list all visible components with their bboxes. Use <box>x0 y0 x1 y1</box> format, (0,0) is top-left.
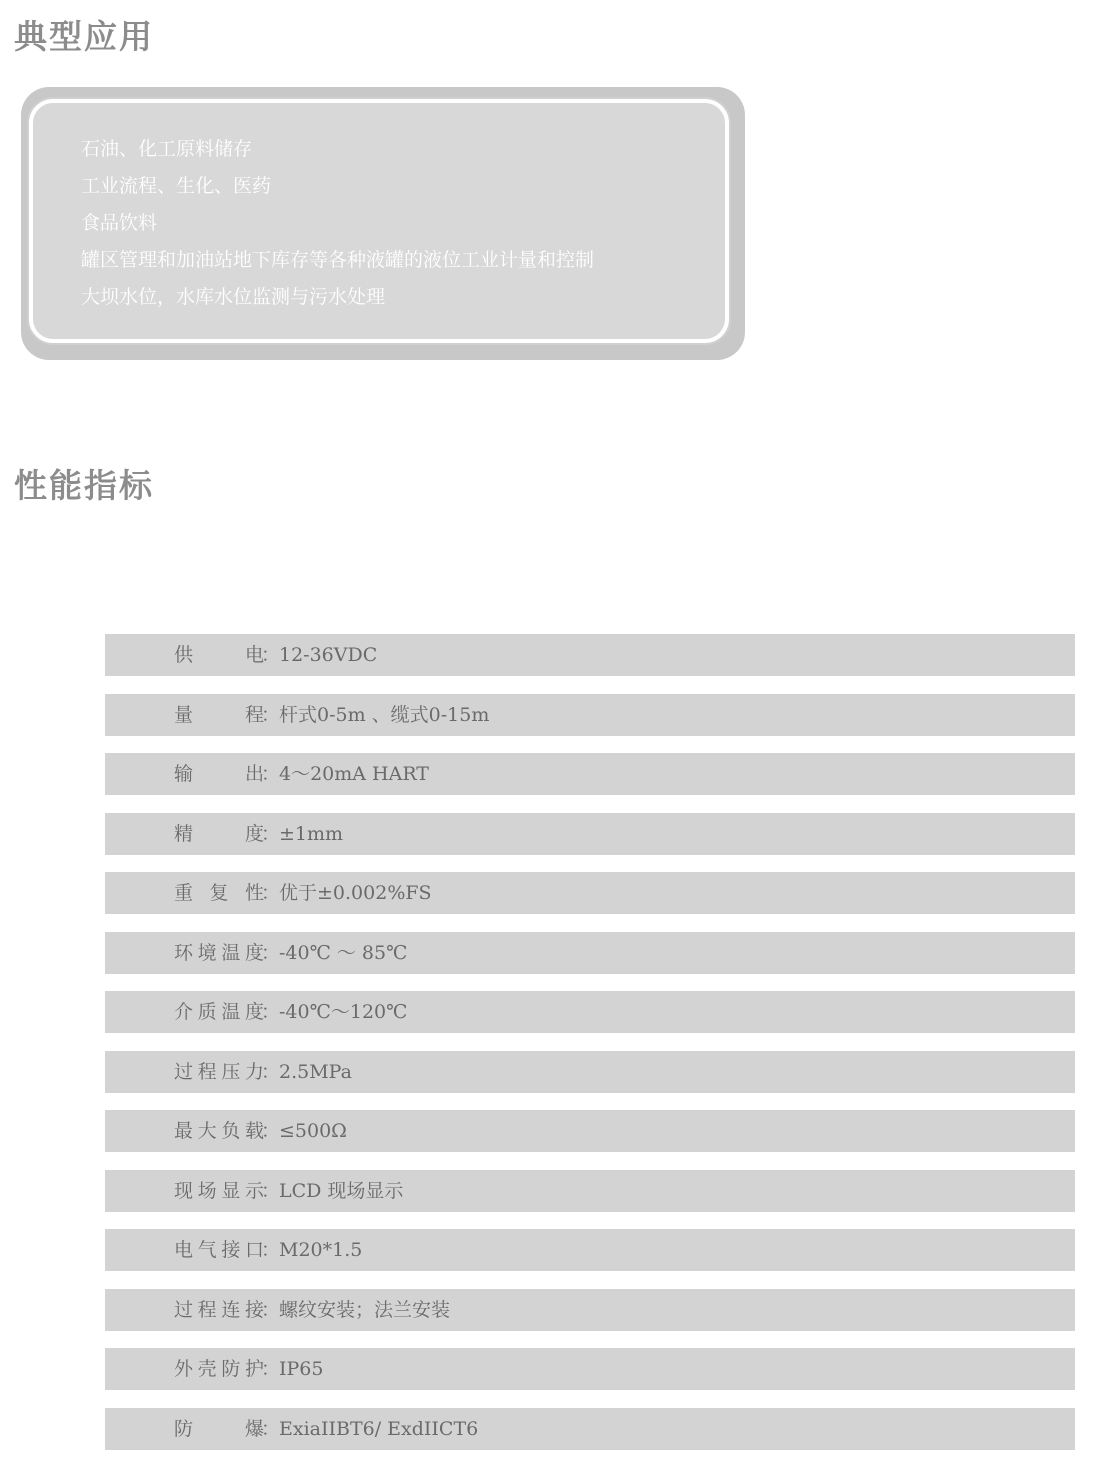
spec-value: LCD 现场显示 <box>279 1179 404 1202</box>
spec-colon: ： <box>261 644 281 666</box>
spec-colon: ： <box>261 1298 281 1321</box>
spec-colon: ： <box>261 822 281 845</box>
spec-row-power <box>105 634 1075 676</box>
spec-label: 环境温度 <box>174 941 264 964</box>
spec-row-max-load <box>105 1110 1075 1152</box>
applications-panel <box>21 87 745 360</box>
spec-value: ≤500Ω <box>279 1120 347 1142</box>
spec-colon: ： <box>261 1179 281 1202</box>
spec-value: -40℃ ～ 85℃ <box>279 941 408 964</box>
spec-row-display <box>105 1170 1075 1212</box>
spec-value: -40℃～120℃ <box>279 1001 408 1023</box>
spec-value: 杆式0-5m 、缆式0-15m <box>279 703 490 726</box>
spec-label: 电气接口 <box>174 1239 264 1261</box>
spec-label: 输出 <box>174 763 264 785</box>
spec-value: 12-36VDC <box>279 644 378 666</box>
spec-value: 螺纹安装；法兰安装 <box>279 1298 451 1321</box>
spec-value: ±1mm <box>279 822 344 845</box>
spec-row-ambient-temp <box>105 932 1075 974</box>
application-item: 工业流程、生化、医药 <box>81 175 272 197</box>
spec-label: 过程压力 <box>174 1060 264 1083</box>
spec-row-repeatability <box>105 872 1075 914</box>
spec-colon: ： <box>261 1417 281 1440</box>
application-item: 罐区管理和加油站地下库存等各种液罐的液位工业计量和控制 <box>81 249 595 271</box>
spec-label: 重复性 <box>174 882 264 904</box>
spec-value: M20*1.5 <box>279 1239 363 1261</box>
spec-colon: ： <box>261 941 281 964</box>
spec-colon: ： <box>261 1358 281 1380</box>
spec-row-electrical-interface <box>105 1229 1075 1271</box>
spec-label: 最大负载 <box>174 1120 264 1142</box>
spec-label: 外壳防护 <box>174 1358 264 1380</box>
spec-value: IP65 <box>279 1358 324 1380</box>
application-item: 大坝水位，水库水位监测与污水处理 <box>81 286 386 308</box>
applications-list <box>81 131 594 316</box>
spec-row-range <box>105 694 1075 736</box>
spec-label: 精度 <box>174 822 264 845</box>
spec-row-pressure <box>105 1051 1075 1093</box>
spec-table <box>105 634 1075 1467</box>
spec-row-process-connection <box>105 1289 1075 1331</box>
applications-heading: 典型应用 <box>14 17 154 56</box>
spec-value: 优于±0.002%FS <box>279 882 432 904</box>
spec-colon: ： <box>261 1060 281 1083</box>
spec-label: 过程连接 <box>174 1298 264 1321</box>
performance-heading: 性能指标 <box>14 466 154 505</box>
spec-colon: ： <box>261 703 281 726</box>
spec-row-medium-temp <box>105 991 1075 1033</box>
spec-label: 防爆 <box>174 1417 264 1440</box>
spec-colon: ： <box>261 1120 281 1142</box>
spec-row-explosion-proof <box>105 1408 1075 1450</box>
spec-colon: ： <box>261 882 281 904</box>
spec-row-output <box>105 753 1075 795</box>
spec-row-accuracy <box>105 813 1075 855</box>
application-item: 石油、化工原料储存 <box>81 138 253 160</box>
spec-value: 2.5MPa <box>279 1060 352 1083</box>
spec-value: ExiaIIBT6/ ExdIICT6 <box>279 1417 479 1440</box>
spec-colon: ： <box>261 763 281 785</box>
spec-value: 4～20mA HART <box>279 763 429 785</box>
spec-colon: ： <box>261 1001 281 1023</box>
spec-label: 供电 <box>174 644 264 666</box>
applications-panel-inner <box>29 99 729 343</box>
spec-row-enclosure <box>105 1348 1075 1390</box>
application-item: 食品饮料 <box>81 212 158 234</box>
spec-label: 现场显示 <box>174 1179 264 1202</box>
spec-label: 介质温度 <box>174 1001 264 1023</box>
spec-label: 量程 <box>174 703 264 726</box>
spec-colon: ： <box>261 1239 281 1261</box>
